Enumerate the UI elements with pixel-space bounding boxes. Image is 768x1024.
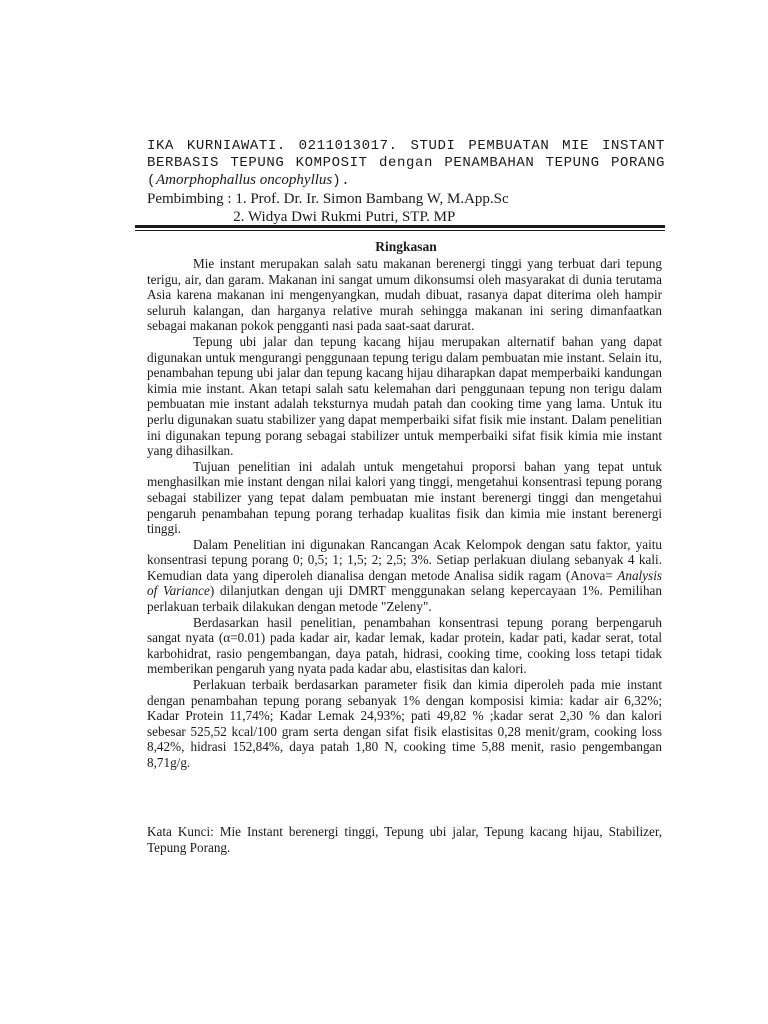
abstract-paragraph-3: Tujuan penelitian ini adalah untuk mengetahui proporsi bahan yang tepat untuk menghasilkan mie instant dengan nilai kalori yang tinggi, mengetahui konsentrasi tepung porang sebagai stabilizer yang tepat dalam pembuatan mie instant berenergi tinggi dan mengetahui pengaruh penambahan tepung porang terhadap kualitas fisik dan kimia mie instant berenergi tinggi. (147, 458, 662, 537)
title-text: IKA KURNIAWATI. 0211013017. STUDI PEMBUATAN MIE INSTANT BERBASIS TEPUNG KOMPOSIT dengan PENAMBAHAN TEPUNG PORANG ( (147, 138, 665, 189)
abstract-heading: Ringkasan (375, 239, 437, 254)
abstract-body (147, 256, 662, 771)
title-suffix: ). (332, 173, 351, 189)
abstract-paragraph-5: Berdasarkan hasil penelitian, penambahan konsentrasi tepung porang berpengaruh sangat nyata (α=0.01) pada kadar air, kadar lemak, kadar protein, kadar pati, kadar serat, total karbohidrat, rasio pengembangan, daya patah, hidrasi, cooking time, cooking loss tetapi tidak memberikan pengaruh yang nyata pada kadar abu, elastisitas dan kalori. (147, 614, 662, 677)
document-title (147, 138, 665, 190)
keywords: Kata Kunci: Mie Instant berenergi tinggi, Tepung ubi jalar, Tepung kacang hijau, Stabilizer, Tepung Porang. (147, 824, 662, 855)
abstract-paragraph-2: Tepung ubi jalar dan tepung kacang hijau merupakan alternatif bahan yang dapat digunakan untuk mengurangi penggunaan tepung terigu dalam pembuatan mie instant. Selain itu, penambahan tepung ubi jalar dan tepung kacang hijau diharapkan dapat memperbaiki kandungan kimia mie instant. Akan tetapi salah satu kelemahan dari penggunaan tepung non terigu dalam pembuatan mie instant adalah teksturnya mudah patah dan cooking time yang lama. Untuk itu perlu digunakan suatu stabilizer yang dapat memperbaiki sifat fisik mie instant. Dalam penelitian ini digunakan tepung porang sebagai stabilizer untuk memperbaiki sifat fisik kimia mie instant yang dihasilkan. (147, 333, 662, 459)
paragraph-4-italic: Analysis of Variance (147, 567, 662, 599)
paragraph-4-text-a: Dalam Penelitian ini digunakan Rancangan Acak Kelompok dengan satu faktor, yaitu konsentrasi tepung porang 0; 0,5; 1; 1,5; 2; 2,5; 3%. Setiap perlakuan diulang sebanyak 4 kali. Kemudian data yang diperoleh dianalisa dengan metode Analisa sidik ragam (Anova= (147, 536, 662, 583)
paragraph-4-text-b: ) dilanjutkan dengan uji DMRT menggunakan selang kepercayaan 1%. Pemilihan perlakuan terbaik dilakukan dengan metode "Zeleny". (147, 583, 662, 615)
abstract-paragraph-1: Mie instant merupakan salah satu makanan berenergi tinggi yang terbuat dari tepung terigu, air, dan garam. Makanan ini sangat umum dikonsumsi oleh masyarakat di dunia terutama Asia karena makanan ini mengenyangkan, mudah dibuat, rasanya dapat diterima oleh hampir seluruh kalangan, dan harganya relative murah sehingga makanan ini sering dimanfaatkan sebagai makanan pokok pengganti nasi pada saat-saat darurat. (147, 256, 662, 334)
advisor-2: 2. Widya Dwi Rukmi Putri, STP. MP (147, 209, 456, 225)
advisor-1: Pembimbing : 1. Prof. Dr. Ir. Simon Bambang W, M.App.Sc (147, 191, 509, 207)
header-divider-thick (135, 225, 665, 228)
abstract-paragraph-4 (147, 537, 662, 615)
abstract-paragraph-6: Perlakuan terbaik berdasarkan parameter fisik dan kimia diperoleh pada mie instant dengan penambahan tepung porang sebanyak 1% dengan komposisi kimia: kadar air 6,32%; Kadar Protein 11,74%; Kadar Lemak 24,93%; pati 49,82 % ;kadar serat 2,30 % dan kalori sebesar 525,52 kcal/100 gram serta dengan sifat fisik elastisitas 0,28 menit/gram, cooking loss 8,42%, hidrasi 152,84%, daya patah 1,80 N, cooking time 5,88 menit, rasio pengembangan 8,71g/g. (147, 677, 662, 770)
header-divider-thin (135, 230, 665, 231)
title-latin-name: Amorphophallus oncophyllus (156, 172, 333, 188)
document-header (147, 138, 665, 226)
